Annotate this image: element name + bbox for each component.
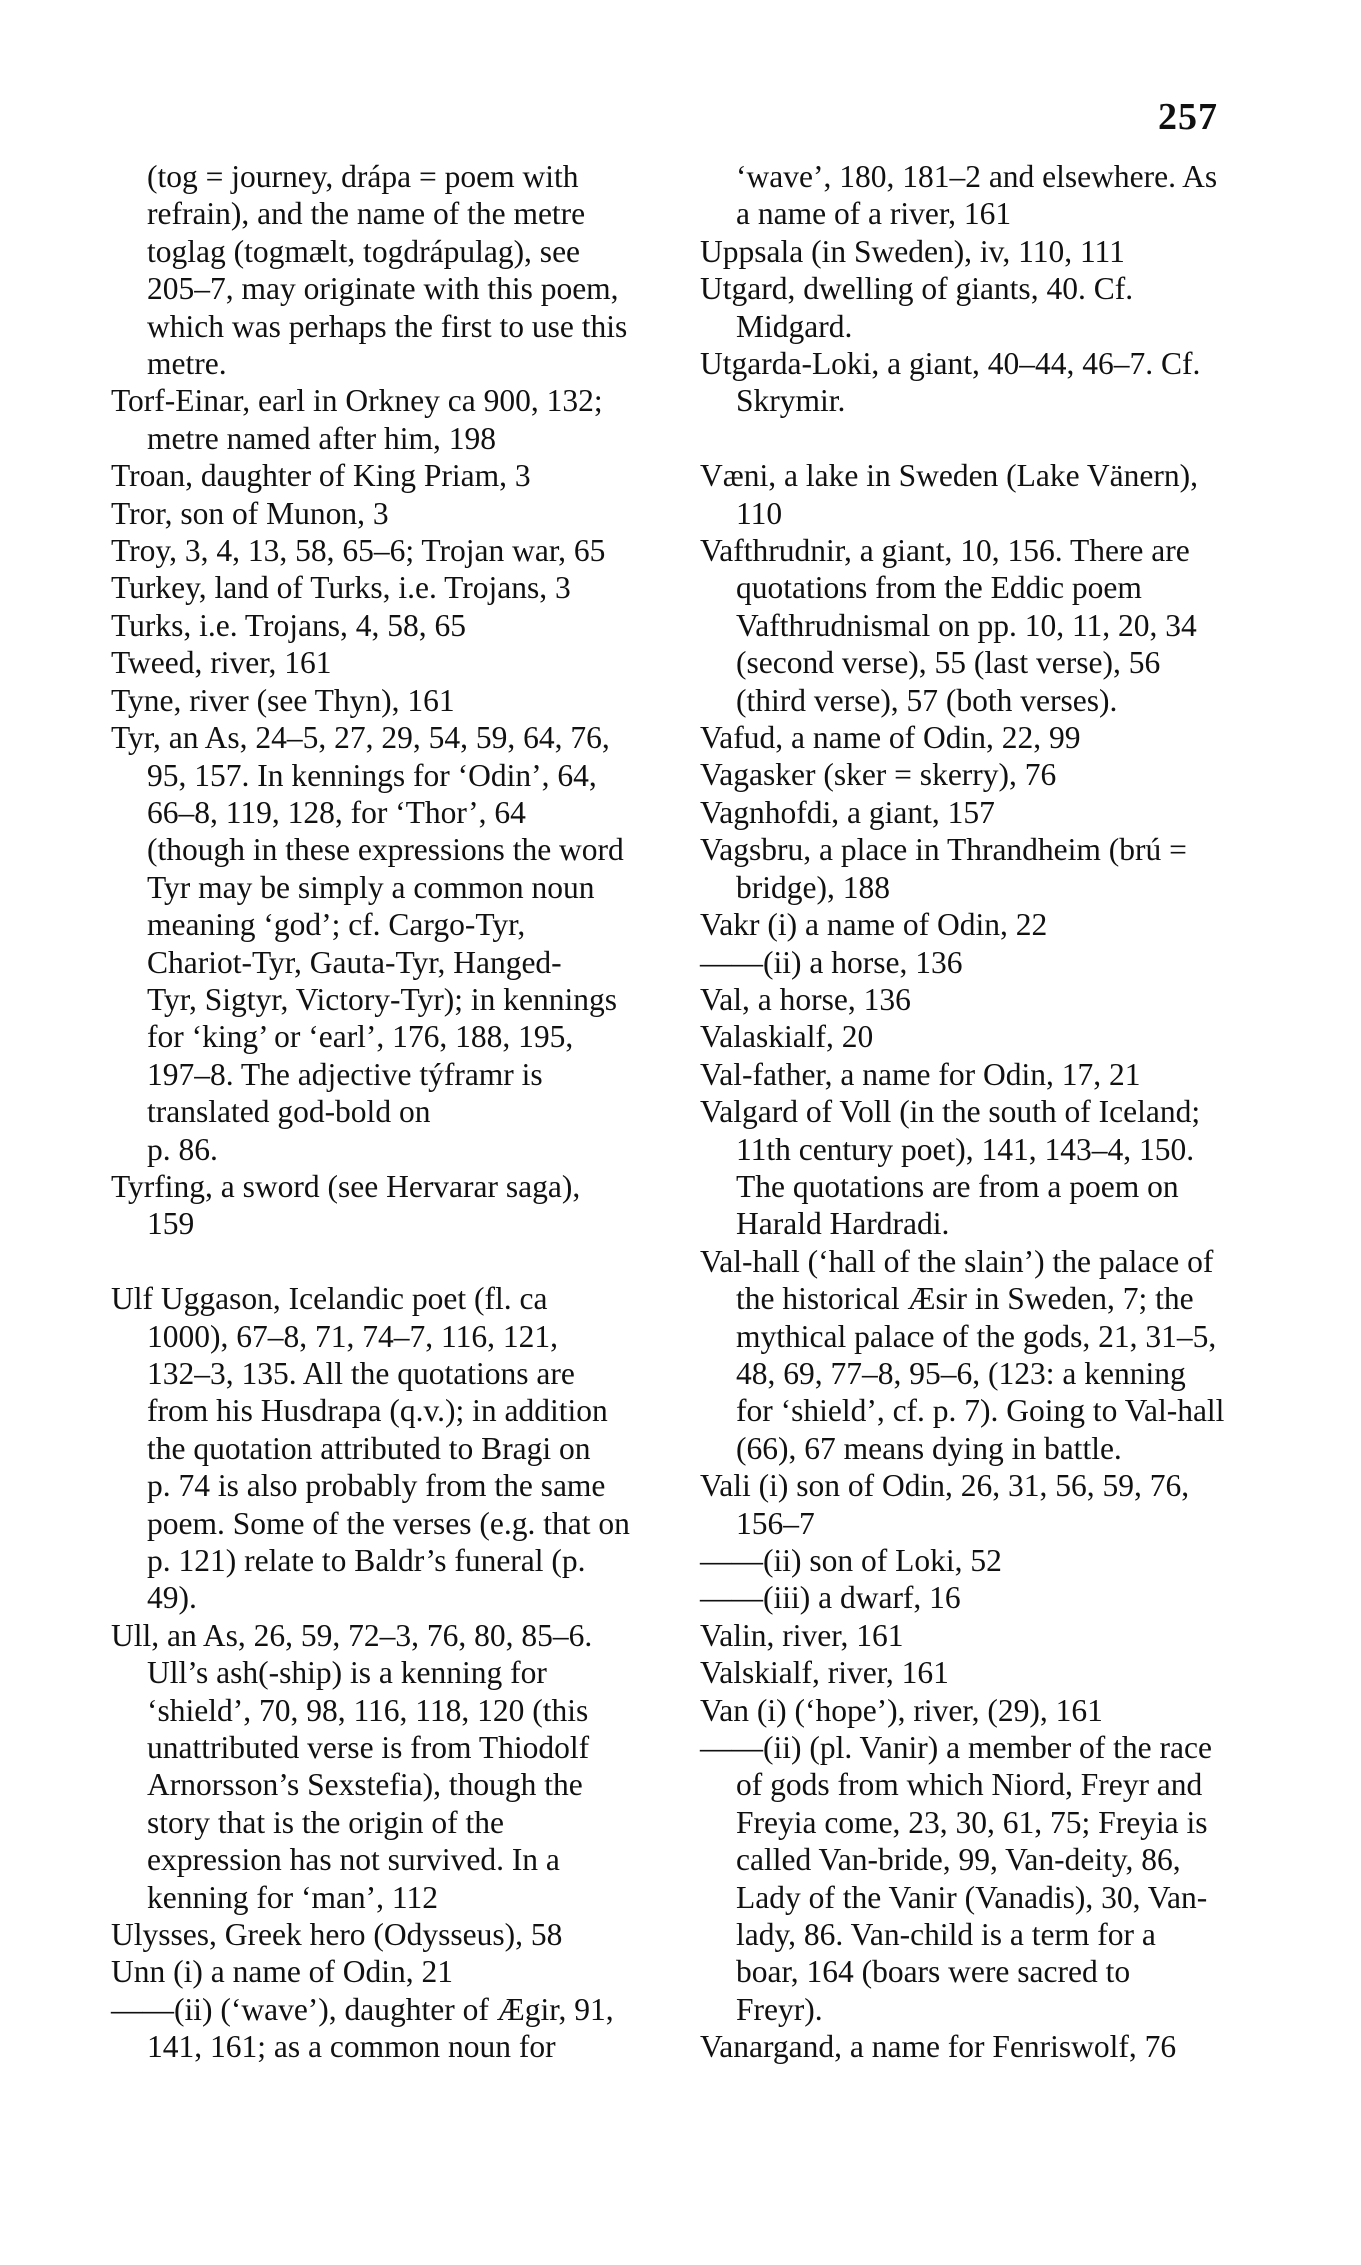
- index-entry: [700, 1579, 1300, 1616]
- entry-line: Freyia come, 23, 30, 61, 75; Freyia is: [736, 1804, 1208, 1840]
- entry-line: bridge), 188: [736, 869, 890, 905]
- entry-line: 159: [147, 1206, 195, 1242]
- entry-line: ——(ii) (pl. Vanir) a member of the race: [700, 1730, 1212, 1766]
- entry-line: Ulysses, Greek hero (Odysseus), 58: [111, 1917, 563, 1953]
- index-entry: [700, 981, 1300, 1018]
- index-entry: [700, 1729, 1300, 2028]
- entry-line: for ‘shield’, cf. p. 7). Going to Val-hall: [736, 1393, 1225, 1429]
- index-entry-continued: [700, 158, 1300, 233]
- entry-line: ——(ii) son of Loki, 52: [700, 1543, 1002, 1579]
- entry-line: 156–7: [736, 1505, 815, 1541]
- entry-line: Tror, son of Munon, 3: [111, 495, 389, 531]
- entry-line: 48, 69, 77–8, 95–6, (123: a kenning: [736, 1355, 1186, 1391]
- entry-line: quotations from the Eddic poem: [736, 570, 1142, 606]
- index-entry: [700, 345, 1300, 420]
- index-entry-continued: [111, 158, 671, 382]
- entry-line: the quotation attributed to Bragi on: [147, 1430, 591, 1466]
- entry-line: ——(iii) a dwarf, 16: [700, 1580, 961, 1616]
- entry-line: Vakr (i) a name of Odin, 22: [700, 907, 1048, 943]
- entry-line: story that is the origin of the: [147, 1804, 504, 1840]
- entry-line: ——(ii) a horse, 136: [700, 944, 963, 980]
- entry-line: Utgard, dwelling of giants, 40. Cf.: [700, 271, 1134, 307]
- entry-line: which was perhaps the first to use this: [147, 308, 628, 344]
- index-entry: [700, 1056, 1300, 1093]
- index-entry: [111, 495, 671, 532]
- entry-line: 141, 161; as a common noun for: [147, 2029, 556, 2065]
- entry-line: Tyr, an As, 24–5, 27, 29, 54, 59, 64, 76,: [111, 720, 610, 756]
- index-entry: [700, 270, 1300, 345]
- entry-line: 205–7, may originate with this poem,: [147, 271, 619, 307]
- entry-line: p. 121) relate to Baldr’s funeral (p.: [147, 1543, 586, 1579]
- entry-line: Tyr, Sigtyr, Victory-Tyr); in kennings: [147, 981, 618, 1017]
- index-entry: [111, 569, 671, 606]
- entry-line: Val, a horse, 136: [700, 981, 911, 1017]
- entry-line: Valaskialf, 20: [700, 1019, 874, 1055]
- entry-line: (tog = journey, drápa = poem with: [147, 159, 579, 194]
- entry-line: Tweed, river, 161: [111, 645, 332, 681]
- index-entry: [700, 756, 1300, 793]
- entry-line: mythical palace of the gods, 21, 31–5,: [736, 1318, 1217, 1354]
- entry-line: Midgard.: [736, 308, 853, 344]
- entry-line: Valin, river, 161: [700, 1617, 904, 1653]
- index-entry: [111, 532, 671, 569]
- entry-line: Unn (i) a name of Odin, 21: [111, 1954, 454, 1990]
- entry-line: Vafud, a name of Odin, 22, 99: [700, 720, 1081, 756]
- entry-line: 1000), 67–8, 71, 74–7, 116, 121,: [147, 1318, 558, 1354]
- entry-line: Utgarda-Loki, a giant, 40–44, 46–7. Cf.: [700, 346, 1201, 382]
- entry-line: 49).: [147, 1580, 197, 1616]
- entry-line: lady, 86. Van-child is a term for a: [736, 1917, 1156, 1953]
- index-entry: [700, 1243, 1300, 1467]
- entry-line: Troy, 3, 4, 13, 58, 65–6; Trojan war, 65: [111, 533, 606, 569]
- entry-line: metre.: [147, 346, 227, 382]
- index-entry: [700, 944, 1300, 981]
- entry-line: Væni, a lake in Sweden (Lake Vänern),: [700, 458, 1199, 494]
- entry-line: Van (i) (‘hope’), river, (29), 161: [700, 1692, 1103, 1728]
- entry-line: Valgard of Voll (in the south of Iceland;: [700, 1094, 1201, 1130]
- entry-line: ‘wave’, 180, 181–2 and elsewhere. As: [736, 159, 1218, 194]
- entry-line: ‘shield’, 70, 98, 116, 118, 120 (this: [147, 1692, 589, 1728]
- entry-line: Torf-Einar, earl in Orkney ca 900, 132;: [111, 383, 603, 419]
- entry-line: metre named after him, 198: [147, 420, 496, 456]
- entry-line: ——(ii) (‘wave’), daughter of Ægir, 91,: [111, 1991, 614, 2027]
- entry-line: toglag (togmælt, togdrápulag), see: [147, 233, 581, 269]
- left-column: [111, 158, 671, 2066]
- section-gap: [111, 1243, 671, 1280]
- index-entry: [700, 794, 1300, 831]
- entry-line: Lady of the Vanir (Vanadis), 30, Van-: [736, 1879, 1208, 1915]
- entry-line: Skrymir.: [736, 383, 846, 419]
- entry-line: Chariot-Tyr, Gauta-Tyr, Hanged-: [147, 944, 562, 980]
- entry-line: Turks, i.e. Trojans, 4, 58, 65: [111, 607, 467, 643]
- index-entry: [700, 1692, 1300, 1729]
- index-entry: [700, 906, 1300, 943]
- entry-line: refrain), and the name of the metre: [147, 196, 586, 232]
- entry-line: 197–8. The adjective týframr is: [147, 1056, 543, 1092]
- index-entry: [700, 719, 1300, 756]
- entry-line: Val-hall (‘hall of the slain’) the palace of: [700, 1243, 1214, 1279]
- index-entry: [111, 1991, 671, 2066]
- index-entry: [111, 457, 671, 494]
- entry-line: Valskialf, river, 161: [700, 1655, 949, 1691]
- index-entry: [700, 457, 1300, 532]
- entry-line: boar, 164 (boars were sacred to: [736, 1954, 1131, 1990]
- index-entry: [111, 382, 671, 457]
- entry-line: Vali (i) son of Odin, 26, 31, 56, 59, 76,: [700, 1468, 1190, 1504]
- entry-line: Tyr may be simply a common noun: [147, 869, 595, 905]
- index-entry: [111, 1953, 671, 1990]
- entry-line: kenning for ‘man’, 112: [147, 1879, 439, 1915]
- entry-line: unattributed verse is from Thiodolf: [147, 1730, 590, 1766]
- index-entry: [700, 831, 1300, 906]
- entry-line: Tyrfing, a sword (see Hervarar saga),: [111, 1168, 581, 1204]
- entry-line: (third verse), 57 (both verses).: [736, 682, 1118, 718]
- entry-line: Harald Hardradi.: [736, 1206, 950, 1242]
- entry-line: meaning ‘god’; cf. Cargo-Tyr,: [147, 907, 526, 943]
- entry-line: Vagnhofdi, a giant, 157: [700, 794, 995, 830]
- entry-line: (second verse), 55 (last verse), 56: [736, 645, 1161, 681]
- entry-line: 110: [736, 495, 783, 531]
- index-entry: [700, 2028, 1300, 2065]
- index-entry: [700, 1617, 1300, 1654]
- index-entry: [700, 1654, 1300, 1691]
- index-entry: [111, 719, 671, 1168]
- index-entry: [111, 1617, 671, 1916]
- entry-line: Troan, daughter of King Priam, 3: [111, 458, 531, 494]
- entry-line: 132–3, 135. All the quotations are: [147, 1355, 575, 1391]
- section-gap: [700, 420, 1300, 457]
- entry-line: expression has not survived. In a: [147, 1842, 560, 1878]
- entry-line: Arnorsson’s Sexstefia), though the: [147, 1767, 583, 1803]
- entry-line: Vagsbru, a place in Thrandheim (brú =: [700, 832, 1187, 868]
- page-number: 257: [1158, 96, 1218, 138]
- entry-line: translated god-bold on: [147, 1094, 431, 1130]
- entry-line: p. 74 is also probably from the same: [147, 1468, 606, 1504]
- entry-line: the historical Æsir in Sweden, 7; the: [736, 1281, 1194, 1317]
- entry-line: poem. Some of the verses (e.g. that on: [147, 1505, 630, 1541]
- entry-line: Ull, an As, 26, 59, 72–3, 76, 80, 85–6.: [111, 1617, 593, 1653]
- index-entry: [111, 682, 671, 719]
- entry-line: for ‘king’ or ‘earl’, 176, 188, 195,: [147, 1019, 574, 1055]
- entry-line: (though in these expressions the word: [147, 832, 624, 868]
- entry-line: 11th century poet), 141, 143–4, 150.: [736, 1131, 1195, 1167]
- index-entry: [111, 1916, 671, 1953]
- entry-line: Vafthrudnir, a giant, 10, 156. There are: [700, 533, 1190, 569]
- index-entry: [700, 1467, 1300, 1542]
- index-entry: [700, 1542, 1300, 1579]
- index-entry: [700, 233, 1300, 270]
- entry-line: 66–8, 119, 128, for ‘Thor’, 64: [147, 794, 526, 830]
- entry-line: (66), 67 means dying in battle.: [736, 1430, 1122, 1466]
- entry-line: p. 86.: [147, 1131, 218, 1167]
- entry-line: Ull’s ash(-ship) is a kenning for: [147, 1655, 547, 1691]
- entry-line: called Van-bride, 99, Van-deity, 86,: [736, 1842, 1181, 1878]
- entry-line: Tyne, river (see Thyn), 161: [111, 682, 455, 718]
- right-column: [700, 158, 1300, 2066]
- entry-line: from his Husdrapa (q.v.); in addition: [147, 1393, 608, 1429]
- index-entry: [111, 1168, 671, 1243]
- index-entry: [111, 607, 671, 644]
- index-entry: [700, 1093, 1300, 1243]
- entry-line: Vanargand, a name for Fenriswolf, 76: [700, 2029, 1177, 2065]
- entry-line: The quotations are from a poem on: [736, 1168, 1179, 1204]
- entry-line: Freyr).: [736, 1991, 823, 2027]
- index-entry: [700, 532, 1300, 719]
- entry-line: a name of a river, 161: [736, 196, 1012, 232]
- entry-line: Vafthrudnismal on pp. 10, 11, 20, 34: [736, 607, 1197, 643]
- entry-line: Ulf Uggason, Icelandic poet (fl. ca: [111, 1281, 548, 1317]
- entry-line: Vagasker (sker = skerry), 76: [700, 757, 1057, 793]
- index-entry: [111, 644, 671, 681]
- entry-line: of gods from which Niord, Freyr and: [736, 1767, 1203, 1803]
- entry-line: Val-father, a name for Odin, 17, 21: [700, 1056, 1141, 1092]
- entry-line: 95, 157. In kennings for ‘Odin’, 64,: [147, 757, 597, 793]
- index-entry: [700, 1018, 1300, 1055]
- index-entry: [111, 1280, 671, 1617]
- entry-line: Uppsala (in Sweden), iv, 110, 111: [700, 233, 1125, 269]
- entry-line: Turkey, land of Turks, i.e. Trojans, 3: [111, 570, 571, 606]
